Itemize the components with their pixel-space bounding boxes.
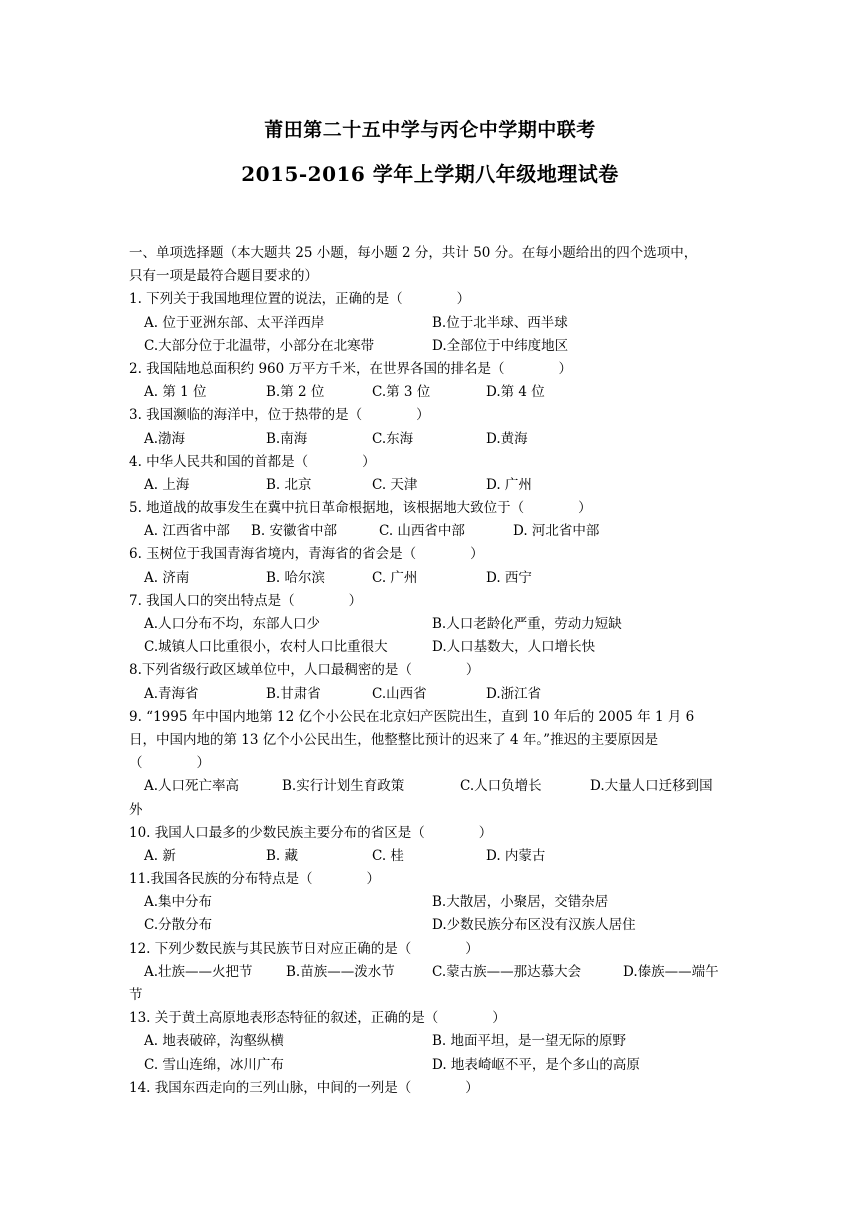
options-row xyxy=(129,891,735,914)
options-row xyxy=(129,567,735,590)
question-stem-line: 日，中国内地的第 13 亿个小公民出生，他整整比预计的迟来了 4 年。”推迟的主要原因是 xyxy=(129,731,659,748)
options-row xyxy=(129,775,735,798)
option: D.傣族——端午 xyxy=(623,963,719,980)
exam-title: 莆田第二十五中学与丙仑中学期中联考 xyxy=(264,119,596,141)
question-stem: 7. 我国人口的突出特点是（ ） xyxy=(129,592,363,609)
question-stem-line: 9. “1995 年中国内地第 12 亿个小公民在北京妇产医院出生，直到 10 年后的 2005 年 1 月 6 xyxy=(129,708,695,725)
option: B.位于北半球、西半球 xyxy=(432,314,568,331)
option: C. 桂 xyxy=(372,847,404,864)
question-stem: 6. 玉树位于我国青海省境内，青海省的省会是（ ） xyxy=(129,546,484,563)
question-stem: 8.下列省级行政区域单位中，人口最稠密的是（ ） xyxy=(129,662,480,679)
option: D.黄海 xyxy=(486,430,528,447)
option: C.山西省 xyxy=(372,685,427,702)
options-row xyxy=(129,1054,735,1077)
option: C.分散分布 xyxy=(144,917,213,934)
option: C.人口负增长 xyxy=(460,778,542,795)
exam-subtitle: 2015-2016 学年上学期八年级地理试卷 xyxy=(241,162,619,186)
question-stem: 3. 我国濒临的海洋中，位于热带的是（ ） xyxy=(129,407,430,424)
options-row xyxy=(129,335,735,358)
question-stem: 5. 地道战的故事发生在冀中抗日革命根据地，该根据地大致位于（ ） xyxy=(129,500,592,517)
option: A. 第 1 位 xyxy=(144,384,207,401)
options-row xyxy=(129,636,735,659)
question-stem: 11.我国各民族的分布特点是（ ） xyxy=(129,871,380,888)
options-row xyxy=(129,312,735,335)
option: B. 藏 xyxy=(266,847,299,864)
option: C.东海 xyxy=(372,430,414,447)
options-row xyxy=(129,683,735,706)
option: B.人口老龄化严重，劳动力短缺 xyxy=(432,616,622,632)
option: B.实行计划生育政策 xyxy=(282,778,405,795)
question-stem: 4. 中华人民共和国的首都是（ ） xyxy=(129,453,376,470)
option: C. 山西省中部 xyxy=(379,523,465,540)
option: C. 雪山连绵，冰川广布 xyxy=(144,1056,284,1073)
question-11 xyxy=(129,868,735,938)
question-4 xyxy=(129,451,735,497)
option: A. 上海 xyxy=(144,476,190,493)
question-stem: 12. 下列少数民族与其民族节日对应正确的是（ ） xyxy=(129,940,479,957)
option: D. 地表崎岖不平，是个多山的高原 xyxy=(432,1056,640,1073)
options-row xyxy=(129,474,735,497)
question-2 xyxy=(129,358,735,404)
section-heading-line2: 只有一项是最符合题目要求的） xyxy=(129,268,318,285)
option: D. 西宁 xyxy=(486,569,532,586)
option: A. 江西省中部 xyxy=(144,523,230,540)
option: B. 哈尔滨 xyxy=(266,569,326,586)
option: A.壮族——火把节 xyxy=(144,963,253,980)
option: D.第 4 位 xyxy=(486,384,545,401)
option: C. 广州 xyxy=(372,569,418,586)
option-continuation: 节 xyxy=(129,987,143,1003)
option: C.第 3 位 xyxy=(372,384,431,401)
question-1 xyxy=(129,288,735,358)
question-7 xyxy=(129,590,735,660)
option: B.第 2 位 xyxy=(266,384,325,401)
question-13 xyxy=(129,1007,735,1077)
option: B. 安徽省中部 xyxy=(251,523,338,540)
section-heading-line1: 一、单项选择题（本大题共 25 小题，每小题 2 分，共计 50 分。在每小题给出的四个选项中， xyxy=(129,245,698,261)
option: D.少数民族分布区没有汉族人居住 xyxy=(432,917,636,934)
options-row xyxy=(129,961,735,984)
option: D. 内蒙古 xyxy=(486,847,546,864)
option: D.人口基数大，人口增长快 xyxy=(432,639,596,656)
option: B.甘肃省 xyxy=(266,685,321,702)
option: A.集中分布 xyxy=(144,894,213,911)
options-row xyxy=(129,613,735,636)
options-row xyxy=(129,428,735,451)
options-row xyxy=(129,381,735,404)
option: A. 济南 xyxy=(144,569,190,586)
option: D.浙江省 xyxy=(486,685,542,702)
option: A. 地表破碎，沟壑纵横 xyxy=(144,1033,284,1050)
question-3 xyxy=(129,404,735,450)
option: C.大部分位于北温带，小部分在北寒带 xyxy=(144,337,375,354)
option: C.蒙古族——那达慕大会 xyxy=(432,963,582,980)
option: A.人口死亡率高 xyxy=(144,778,240,795)
options-row xyxy=(129,845,735,868)
question-9 xyxy=(129,706,735,822)
question-6 xyxy=(129,543,735,589)
question-stem-line: （ ） xyxy=(129,755,210,772)
question-section xyxy=(129,242,735,1100)
question-stem: 1. 下列关于我国地理位置的说法，正确的是（ ） xyxy=(129,291,471,308)
option: D. 河北省中部 xyxy=(513,523,600,540)
option: B. 北京 xyxy=(266,476,312,493)
question-12 xyxy=(129,938,735,1008)
option: A. 位于亚洲东部、太平洋西岸 xyxy=(144,314,325,331)
question-stem: 2. 我国陆地总面积约 960 万平方千米，在世界各国的排名是（ ） xyxy=(129,360,573,377)
option: A.人口分布不均，东部人口少 xyxy=(144,616,321,632)
options-row xyxy=(129,914,735,937)
option: D.大量人口迁移到国 xyxy=(590,778,713,795)
question-5 xyxy=(129,497,735,543)
options-row xyxy=(129,1030,735,1053)
question-stem: 13. 关于黄土高原地表形态特征的叙述，正确的是（ ） xyxy=(129,1010,506,1027)
option-continuation: 外 xyxy=(129,801,143,818)
option: B.大散居，小聚居，交错杂居 xyxy=(432,894,609,911)
option: C. 天津 xyxy=(372,476,418,493)
option: A.渤海 xyxy=(144,430,186,447)
question-list xyxy=(129,288,735,1100)
question-stem: 10. 我国人口最多的少数民族主要分布的省区是（ ） xyxy=(129,824,493,841)
option: D.全部位于中纬度地区 xyxy=(432,337,569,354)
option: D. 广州 xyxy=(486,476,532,493)
option: B. 地面平坦，是一望无际的原野 xyxy=(432,1033,627,1050)
option: C.城镇人口比重很小，农村人口比重很大 xyxy=(144,639,388,656)
option: A. 新 xyxy=(144,847,176,864)
option: B.南海 xyxy=(266,430,308,447)
question-stem: 14. 我国东西走向的三列山脉，中间的一列是（ ） xyxy=(129,1079,479,1096)
question-10 xyxy=(129,822,735,868)
option: A.青海省 xyxy=(144,685,199,702)
options-row xyxy=(129,520,735,543)
question-8 xyxy=(129,659,735,705)
question-14 xyxy=(129,1077,735,1100)
option: B.苗族——泼水节 xyxy=(286,963,395,980)
